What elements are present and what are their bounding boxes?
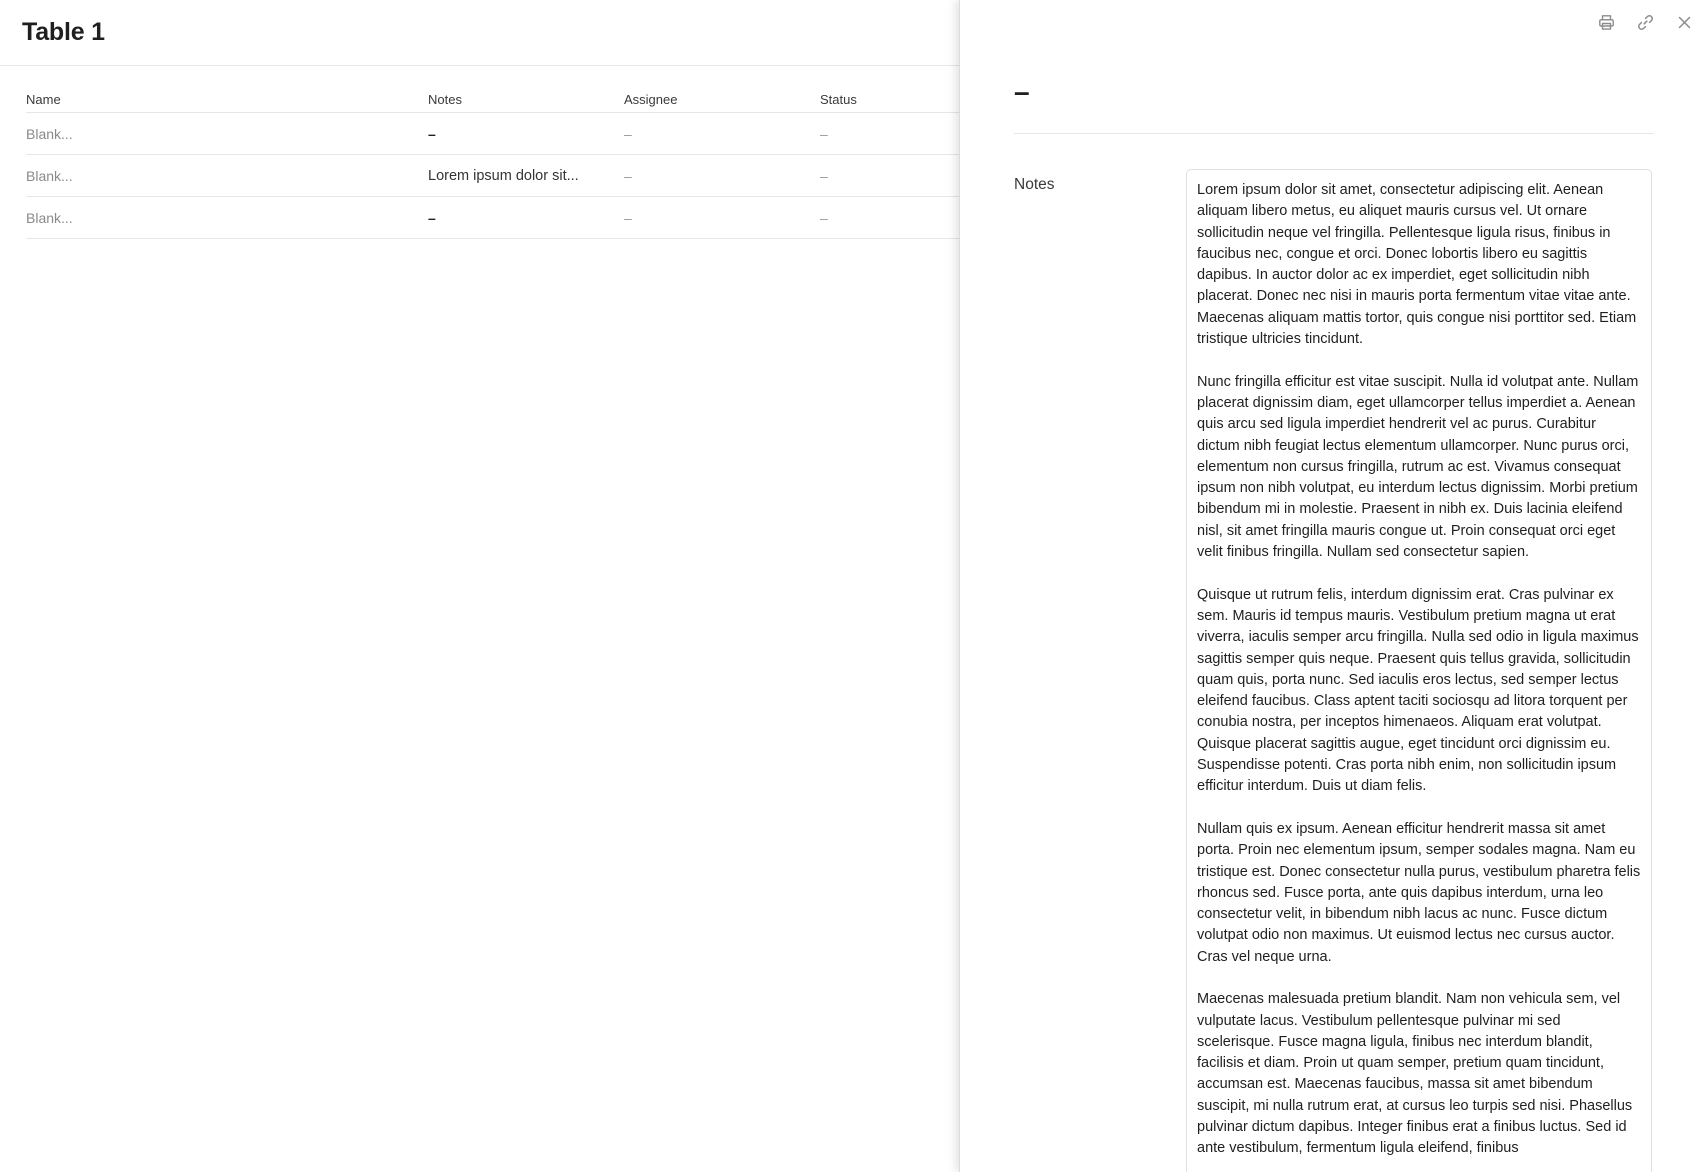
notes-paragraph: Nullam quis ex ipsum. Aenean efficitur hendrerit massa sit amet porta. Proin nec elementum ipsum, semper sodales magna. Nam eu tristique est. Donec consectetur nulla purus, vestibulum pharetra felis rhoncus sed. Fusce porta, ante quis dapibus interdum, urna leo consectetur velit, in bibendum nibh lacus ac nunc. Fusce dictum volutpat odio non maximus. Ut euismod lectus nec cursus auctor. Cras vel neque urna. (1197, 820, 1641, 965)
column-header-status[interactable]: Status (820, 91, 857, 107)
data-grid (26, 80, 960, 239)
link-icon (1637, 14, 1654, 31)
column-header-assignee[interactable]: Assignee (624, 91, 678, 107)
notes-paragraph: Quisque ut rutrum felis, interdum dignissim erat. Cras pulvinar ex sem. Mauris id tempus mauris. Vestibulum pretium magna ut erat viverra, iaculis semper arcu fringilla. Nulla sed odio in ligula maximus sagittis semper quis neque. Praesent quis tellus gravida, sollicitudin quam quis, porta nunc. Sed iaculis eros lectus, sed semper lectus eleifend faucibus. Class aptent taciti sociosqu ad litora torquent per conubia nostra, per inceptos himenaeos. Aliquam erat volutpat. Quisque placerat sagittis augue, eget tincidunt orci dignissim eu. Suspendisse potenti. Cras porta nibh enim, non sollicitudin ipsum efficitur interdum. Duis ut diam felis. (1197, 586, 1639, 795)
record-detail-panel (959, 0, 1696, 1172)
notes-paragraph: Lorem ipsum dolor sit amet, consectetur adipiscing elit. Aenean aliquam libero metus, eu aliquet mauris cursus vel. Ut ornare sollicitudin neque vel fringilla. Pellentesque ligula risus, finibus in faucibus nec, congue et orci. Donec lobortis libero eu sagittis dapibus. In auctor dolor ac ex imperdiet, eget sollicitudin nibh placerat. Donec nec nisi in mauris porta fermentum vitae vitae ante. Maecenas aliquam mattis tortor, quis congue nisi porttitor sed. Etiam tristique ultricies tincidunt. (1197, 182, 1637, 348)
cell-assignee[interactable]: – (624, 167, 632, 184)
cell-name[interactable]: Blank... (26, 167, 73, 184)
printer-icon (1598, 14, 1615, 31)
cell-status[interactable]: – (820, 167, 828, 184)
cell-name[interactable]: Blank... (26, 125, 73, 142)
cell-notes[interactable]: Lorem ipsum dolor sit... (428, 167, 579, 184)
close-button[interactable] (1672, 10, 1696, 34)
table-header (0, 0, 960, 66)
notes-paragraph: Maecenas malesuada pretium blandit. Nam non vehicula sem, vel vulputate lacus. Vestibulum pellentesque pulvinar mi sed scelerisque. Fusce magna ligula, finibus nec interdum blandit, facilisis et diam. Proin ut quam semper, pretium quam tincidunt, accumsan est. Maecenas faucibus, massa sit amet bibendum suscipit, mi nulla rutrum erat, at cursus leo turpis sed nisi. Phasellus pulvinar dictum dapibus. Integer finibus erat a finibus luctus. Sed id ante vestibulum, fermentum ligula eleifend, finibus (1197, 991, 1633, 1157)
cell-name[interactable]: Blank... (26, 209, 73, 226)
notes-field-label: Notes (1014, 176, 1055, 193)
copy-link-button[interactable] (1633, 10, 1657, 34)
notes-field[interactable] (1186, 169, 1652, 1172)
cell-notes[interactable]: – (428, 209, 436, 226)
table-row[interactable] (26, 113, 960, 155)
column-header-name[interactable]: Name (26, 91, 61, 107)
column-header-row (26, 80, 960, 113)
cell-status[interactable]: – (820, 209, 828, 226)
close-icon (1677, 15, 1692, 30)
table-row[interactable] (26, 197, 960, 239)
cell-status[interactable]: – (820, 125, 828, 142)
panel-toolbar (1579, 10, 1696, 34)
table-row[interactable] (26, 155, 960, 197)
column-header-notes[interactable]: Notes (428, 91, 462, 107)
cell-notes[interactable]: – (428, 125, 436, 142)
cell-assignee[interactable]: – (624, 209, 632, 226)
table-title: Table 1 (22, 18, 105, 46)
record-title[interactable]: – (1014, 70, 1654, 134)
notes-paragraph: Nunc fringilla efficitur est vitae suscipit. Nulla id volutpat ante. Nullam placerat dignissim diam, eget ullamcorper tellus imperdiet a. Aenean quis arcu sed ligula imperdiet hendrerit vel ac purus. Curabitur dictum nibh feugiat lectus elementum ullamcorper. Nunc purus orci, elementum non cursus fringilla, rutrum ac est. Vivamus consequat ipsum non nibh volutpat, eu interdum lectus dignissim. Morbi pretium bibendum mi in molestie. Praesent in nibh ex. Duis lacinia eleifend nisl, sit amet fringilla mauris congue ut. Proin consequat orci eget velit finibus fringilla. Nullam sed consectetur sapien. (1197, 373, 1639, 561)
print-button[interactable] (1594, 10, 1618, 34)
cell-assignee[interactable]: – (624, 125, 632, 142)
